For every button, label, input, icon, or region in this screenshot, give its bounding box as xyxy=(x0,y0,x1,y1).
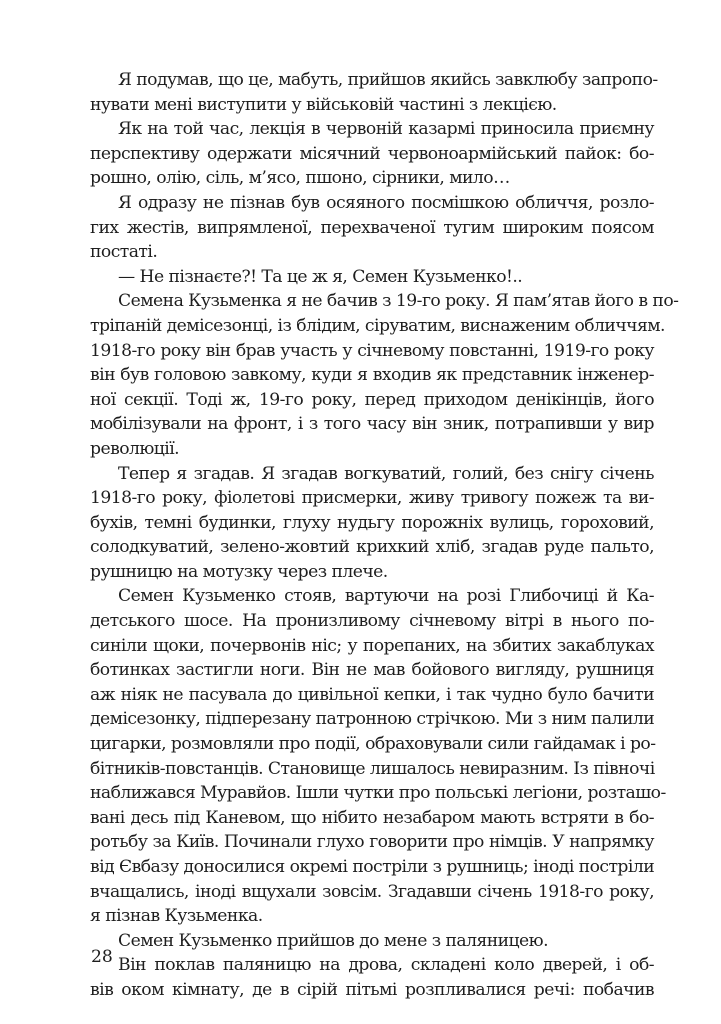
text-line: 1918-го року він брав участь у січневому повстанні, 1919-го року xyxy=(90,340,654,361)
text-line: Я подумав, що це, мабуть, прийшов якийсь завклюбу запропо- xyxy=(118,70,658,90)
text-line: нувати мені виступити у військовій частині з лекцією. xyxy=(90,94,557,115)
text-line: детського шосе. На пронизливому січневому вітрі в нього по- xyxy=(90,611,654,632)
text-line: 1918-го року, фіолетові присмерки, живу тривогу пожеж та ви- xyxy=(90,488,654,509)
text-line: вів оком кімнату, де в сірій пітьмі розпливалися речі: побачив xyxy=(90,979,654,1000)
text-line: він був головою завкому, куди я входив як представник інженер- xyxy=(90,365,654,386)
text-line: демісезонку, підперезану патронною стрічкою. Ми з ним палили xyxy=(90,709,655,730)
text-line: перспективу одержати місячний червоноармійський пайок: бо- xyxy=(90,143,654,164)
text-line: бітників-повстанців. Становище лишалось невиразним. Із півночі xyxy=(90,758,655,779)
page-number: 28 xyxy=(91,947,113,967)
text-line: Як на той час, лекція в червоній казармі приносила приємну xyxy=(118,119,654,140)
text-line: від Євбазу доносилися окремі постріли з рушниць; іноді постріли xyxy=(90,857,655,877)
text-line: цигарки, розмовляли про події, обраховували сили гайдамак і ро- xyxy=(90,734,656,755)
text-line: тріпаній демісезонці, із блідим, сіруватим, виснаженим обличчям. xyxy=(90,315,665,336)
text-line: Я одразу не пізнав був осяяного посмішкою обличчя, розло- xyxy=(118,192,654,213)
text-line: революції. xyxy=(90,438,180,459)
text-line: — Не пізнаєте?! Та це ж я, Семен Кузьменко!.. xyxy=(118,266,523,287)
text-line: аж ніяк не пасувала до цивільної кепки, і так чудно було бачити xyxy=(90,684,654,705)
text-line: Тепер я згадав. Я згадав вогкуватий, голий, без снігу січень xyxy=(118,463,654,484)
text-line: рошно, олію, сіль, м’ясо, пшоно, сірники, мило… xyxy=(90,168,510,189)
text-line: ботинках застигли ноги. Він не мав бойового вигляду, рушниця xyxy=(90,660,654,681)
text-line: я пізнав Кузьменка. xyxy=(90,906,263,927)
text-line: Семен Кузьменко стояв, вартуючи на розі Глибочиці й Ка- xyxy=(118,586,654,607)
text-line: Він поклав паляницю на дрова, складені коло дверей, і об- xyxy=(118,955,654,976)
text-line: ротьбу за Київ. Починали глухо говорити про німців. У напрямку xyxy=(90,832,654,853)
text-line: ної секції. Тоді ж, 19-го року, перед приходом денікінців, його xyxy=(90,389,654,410)
text-line: солодкуватий, зелено-жовтий крихкий хліб, згадав руде пальто, xyxy=(90,537,654,558)
text-line: мобілізували на фронт, і з того часу він зник, потрапивши у вир xyxy=(90,414,654,435)
page-text xyxy=(90,68,679,1003)
text-line: гих жестів, випрямленої, перехваченої тугим широким поясом xyxy=(90,217,654,238)
text-line: Семена Кузьменка я не бачив з 19-го року. Я пам’ятав його в по- xyxy=(118,291,679,312)
text-line: вчащались, іноді вщухали зовсім. Згадавши січень 1918-го року, xyxy=(90,881,654,902)
text-line: бухів, темні будинки, глуху нудьгу порожніх вулиць, гороховий, xyxy=(90,512,654,533)
text-line: Семен Кузьменко прийшов до мене з паляницею. xyxy=(118,930,549,951)
text-line: синіли щоки, почервонів ніс; у порепаних, на збитих закаблуках xyxy=(90,635,654,656)
text-line: постаті. xyxy=(90,242,158,263)
text-line: рушницю на мотузку через плече. xyxy=(90,561,388,582)
text-line: наближався Муравйов. Ішли чутки про польські легіони, розташо- xyxy=(90,783,666,804)
text-line: вані десь під Каневом, що нібито незабаром мають встряти в бо- xyxy=(90,807,654,828)
